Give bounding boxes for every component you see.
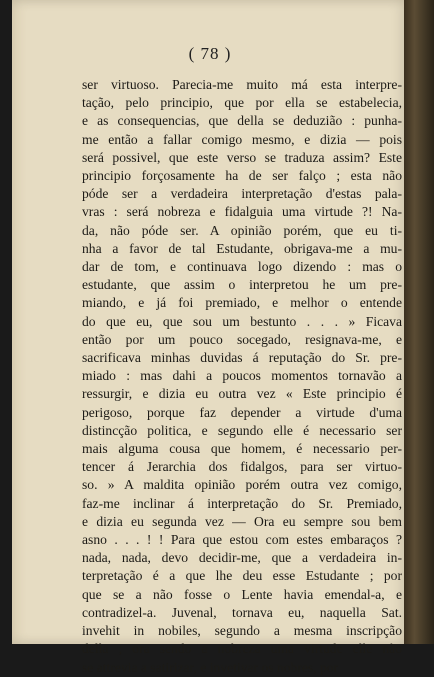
text-line: nada, nada, devo decidir-me, que a verdadeira in- [82,550,402,566]
text-line: tencer á Jerarchia dos fidalgos, para ser virtuo- [82,459,402,475]
text-line: se attrevia a satirizar, e invetivar os nobres, por [82,659,339,675]
text-line: sacrificava minhas duvidas á reputação do Sr. pre- [82,350,402,366]
page-number: ( 78 ) [188,44,232,63]
text-line: dar de tom, e continuava logo dizendo : mas o [82,259,402,275]
text-line: so. » A maldita opinião porém outra vez comigo, [82,477,402,493]
text-line: miado : mas dahi a poucos momentos tornavão a [82,368,402,384]
text-line: será possivel, que este verso se traduza assim? Este [82,149,402,165]
text-line: miando, e já foi premiado, e melhor o entende [82,295,402,311]
text-line: contradizel-a. Juvenal, tornava eu, naquella Sat. [82,604,402,620]
text-line: nha a favor de tal Estudante, obrigava-me a mu- [82,240,402,256]
text-line: faz-me inclinar á interpretação do Sr. Premiado, [82,495,402,511]
text-line: ser virtuoso. Parecia-me muito má esta interpre- [82,77,402,92]
text-line: do que eu, que sou um bestunto . . . » Ficava [82,313,402,329]
text-line: me então a fallar comigo mesmo, e dizia — pois [82,131,402,147]
text-line: invehit in nobiles, segundo a mesma inscripção [82,623,402,639]
text-line: perigoso, porque faz depender a virtude d'uma [82,404,402,420]
text-line: e as consequencias, que della se deduzião : punha- [82,113,402,129]
text-line: então por um pouco socegado, resignava-me, e [82,331,402,347]
text-line: e dizia eu segunda vez — Ora eu sempre sou bem [82,513,402,529]
text-line: ressurgir, e dizia eu outra vez « Este principio é [82,386,402,402]
text-line: principio forçosamente ha de ser falço ; esta não [82,168,402,184]
text-line: estudante, que assim o interpretou he um pre- [82,277,402,293]
text-line: della ; ora sendo a nobreza uma virtude elle não [82,641,402,657]
text-line: terpretação é a que lhe deu esse Estudante ; por [82,568,402,584]
book-spine [404,0,434,644]
text-line: distincção politica, e segundo elle é necessario ser [82,422,402,438]
text-line: asno . . . ! ! Para que estou com estes embaraços ? [82,532,402,548]
text-line: tação, pelo principio, que por ella se estabelecia, [82,95,402,111]
text-line: que se a não fosse o Lente havia emendal-a, e [82,586,402,602]
text-line: vras : será nobreza e fidalguia uma virtude ?! Na- [82,204,402,220]
text-line: póde ser a verdadeira interpretação d'estas pala- [82,186,402,202]
body-text [82,76,402,677]
text-line: da, não póde ser. A opinião porém, que eu ti- [82,222,402,238]
book-page [12,0,408,675]
text-line: mais alguma cousa que homem, é necessario per- [82,441,402,457]
